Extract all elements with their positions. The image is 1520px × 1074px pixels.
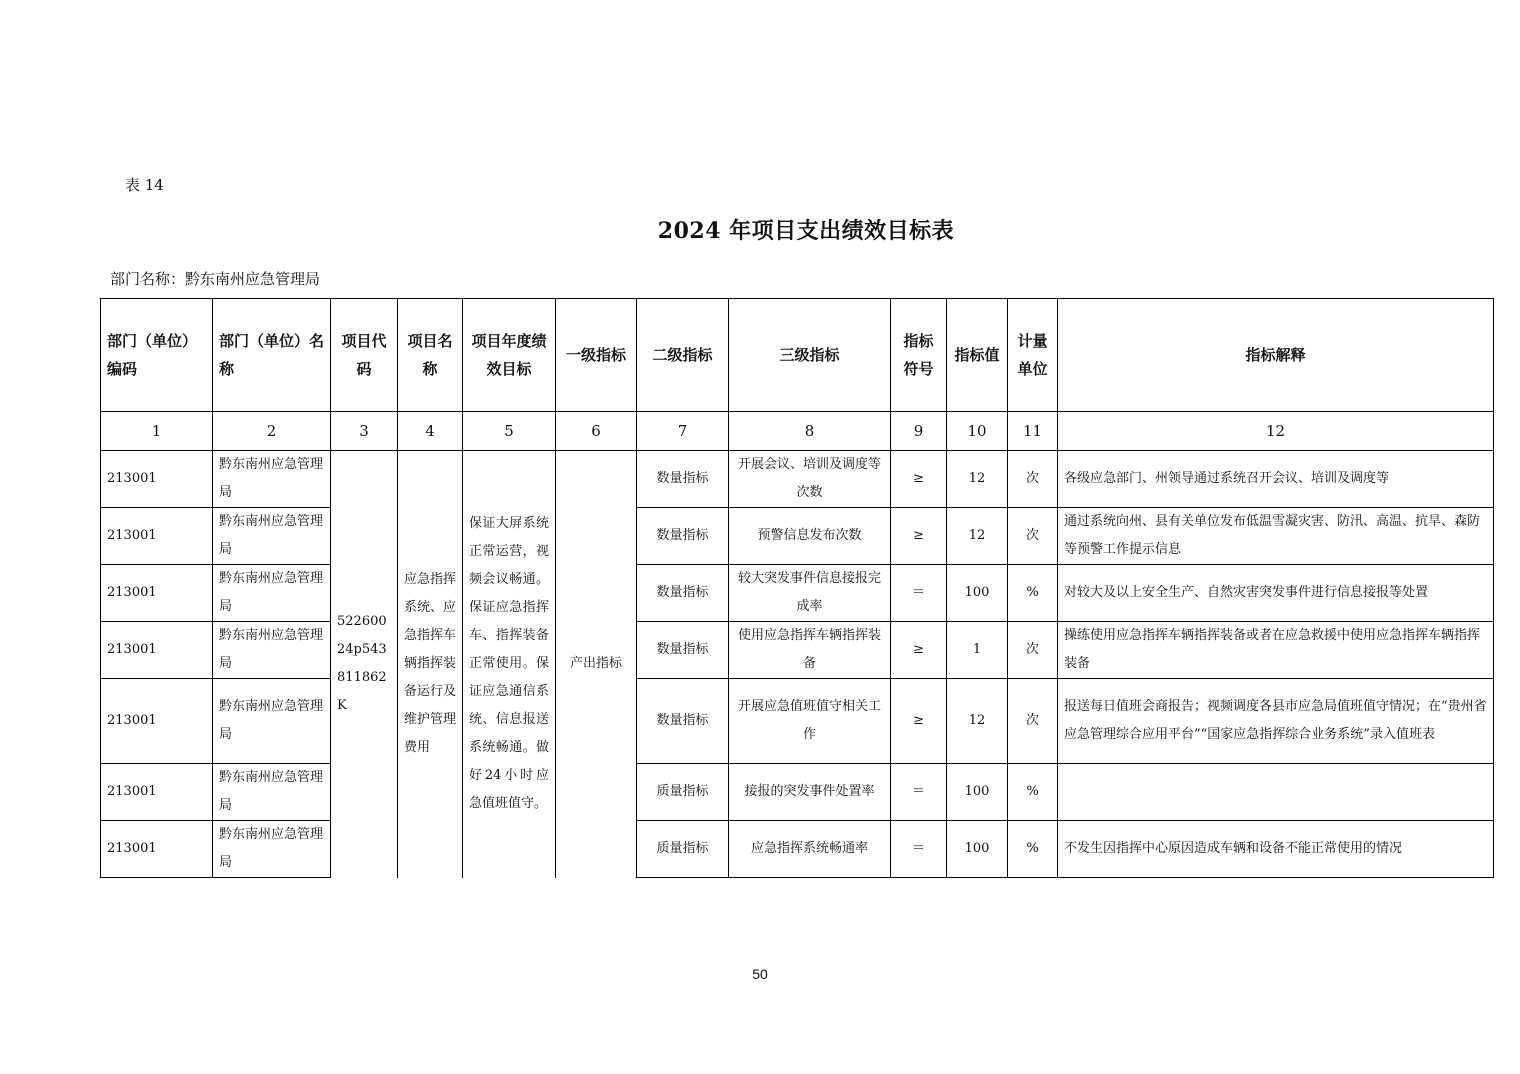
unit-cell: % xyxy=(1008,821,1058,878)
column-number: 4 xyxy=(398,412,463,451)
indicator-value-cell: 12 xyxy=(947,451,1008,508)
level3-indicator-cell: 使用应急指挥车辆指挥装备 xyxy=(729,622,891,679)
dept-name-cell: 黔东南州应急管理局 xyxy=(213,565,331,622)
unit-cell: 次 xyxy=(1008,508,1058,565)
level2-indicator-cell: 质量指标 xyxy=(637,764,729,821)
table-row xyxy=(101,508,1494,565)
explanation-cell: 各级应急部门、州领导通过系统召开会议、培训及调度等 xyxy=(1058,451,1494,508)
dept-name-cell: 黔东南州应急管理局 xyxy=(213,764,331,821)
column-header: 一级指标 xyxy=(556,299,637,412)
column-number: 5 xyxy=(463,412,556,451)
dept-code-cell: 213001 xyxy=(101,451,213,508)
explanation-cell: 报送每日值班会商报告；视频调度各县市应急局值班值守情况；在“贵州省应急管理综合应用平台”“国家应急指挥综合业务系统”录入值班表 xyxy=(1058,679,1494,764)
table-row xyxy=(101,622,1494,679)
column-number: 8 xyxy=(729,412,891,451)
level1-indicator-cell: 产出指标 xyxy=(556,451,637,878)
indicator-symbol-cell: ≥ xyxy=(891,508,947,565)
level3-indicator-cell: 预警信息发布次数 xyxy=(729,508,891,565)
project-name-cell: 应急指挥系统、应急指挥车辆指挥装备运行及维护管理费用 xyxy=(398,451,463,878)
level2-indicator-cell: 数量指标 xyxy=(637,565,729,622)
level2-indicator-cell: 数量指标 xyxy=(637,622,729,679)
level3-indicator-cell: 开展应急值班值守相关工作 xyxy=(729,679,891,764)
column-header: 项目代码 xyxy=(331,299,398,412)
dept-code-cell: 213001 xyxy=(101,679,213,764)
level3-indicator-cell: 较大突发事件信息接报完成率 xyxy=(729,565,891,622)
dept-name-cell: 黔东南州应急管理局 xyxy=(213,451,331,508)
explanation-cell xyxy=(1058,764,1494,821)
column-number: 3 xyxy=(331,412,398,451)
page-title: 2024 年项目支出绩效目标表 xyxy=(657,218,955,244)
level2-indicator-cell: 质量指标 xyxy=(637,821,729,878)
column-number: 10 xyxy=(947,412,1008,451)
column-number: 12 xyxy=(1058,412,1494,451)
column-header: 部门（单位）名称 xyxy=(213,299,331,412)
explanation-cell: 不发生因指挥中心原因造成车辆和设备不能正常使用的情况 xyxy=(1058,821,1494,878)
column-number: 2 xyxy=(213,412,331,451)
level2-indicator-cell: 数量指标 xyxy=(637,679,729,764)
column-number: 1 xyxy=(101,412,213,451)
indicator-value-cell: 12 xyxy=(947,679,1008,764)
table-row xyxy=(101,679,1494,764)
unit-cell: % xyxy=(1008,565,1058,622)
dept-code-cell: 213001 xyxy=(101,622,213,679)
column-header: 指标符号 xyxy=(891,299,947,412)
performance-table xyxy=(100,298,1494,878)
indicator-symbol-cell: ＝ xyxy=(891,764,947,821)
indicator-symbol-cell: ＝ xyxy=(891,821,947,878)
dept-name-cell: 黔东南州应急管理局 xyxy=(213,821,331,878)
table-row xyxy=(101,764,1494,821)
column-header: 项目名称 xyxy=(398,299,463,412)
indicator-value-cell: 100 xyxy=(947,764,1008,821)
indicator-value-cell: 100 xyxy=(947,821,1008,878)
column-number: 6 xyxy=(556,412,637,451)
unit-cell: 次 xyxy=(1008,679,1058,764)
level2-indicator-cell: 数量指标 xyxy=(637,508,729,565)
project-code-cell: 52260024p543811862K xyxy=(331,451,398,878)
indicator-symbol-cell: ≥ xyxy=(891,679,947,764)
dept-name-cell: 黔东南州应急管理局 xyxy=(213,622,331,679)
table-label: 表 14 xyxy=(125,176,164,194)
column-number: 7 xyxy=(637,412,729,451)
unit-cell: 次 xyxy=(1008,622,1058,679)
level3-indicator-cell: 应急指挥系统畅通率 xyxy=(729,821,891,878)
table-row xyxy=(101,821,1494,878)
table-row xyxy=(101,451,1494,508)
dept-code-cell: 213001 xyxy=(101,565,213,622)
indicator-value-cell: 1 xyxy=(947,622,1008,679)
column-number: 11 xyxy=(1008,412,1058,451)
unit-cell: 次 xyxy=(1008,451,1058,508)
column-header: 三级指标 xyxy=(729,299,891,412)
column-header: 计量单位 xyxy=(1008,299,1058,412)
column-number: 9 xyxy=(891,412,947,451)
indicator-symbol-cell: ≥ xyxy=(891,451,947,508)
dept-code-cell: 213001 xyxy=(101,821,213,878)
indicator-symbol-cell: ≥ xyxy=(891,622,947,679)
table-row xyxy=(101,565,1494,622)
dept-code-cell: 213001 xyxy=(101,508,213,565)
unit-cell: % xyxy=(1008,764,1058,821)
explanation-cell: 操练使用应急指挥车辆指挥装备或者在应急救援中使用应急指挥车辆指挥装备 xyxy=(1058,622,1494,679)
department-name: 部门名称：黔东南州应急管理局 xyxy=(110,270,321,288)
column-number-row xyxy=(101,412,1494,451)
column-header: 部门（单位）编码 xyxy=(101,299,213,412)
level3-indicator-cell: 开展会议、培训及调度等次数 xyxy=(729,451,891,508)
indicator-value-cell: 12 xyxy=(947,508,1008,565)
column-header: 二级指标 xyxy=(637,299,729,412)
column-header: 指标值 xyxy=(947,299,1008,412)
annual-goal-cell: 保证大屏系统正常运营，视频会议畅通。保证应急指挥车、指挥装备正常使用。保证应急通信系统、信息报送系统畅通。做好24小时应急值班值守。 xyxy=(463,451,556,878)
dept-name-cell: 黔东南州应急管理局 xyxy=(213,508,331,565)
level3-indicator-cell: 接报的突发事件处置率 xyxy=(729,764,891,821)
dept-code-cell: 213001 xyxy=(101,764,213,821)
column-header: 指标解释 xyxy=(1058,299,1494,412)
indicator-value-cell: 100 xyxy=(947,565,1008,622)
header-row xyxy=(101,299,1494,412)
level2-indicator-cell: 数量指标 xyxy=(637,451,729,508)
column-header: 项目年度绩效目标 xyxy=(463,299,556,412)
indicator-symbol-cell: ＝ xyxy=(891,565,947,622)
page-number: 50 xyxy=(752,966,768,982)
explanation-cell: 对较大及以上安全生产、自然灾害突发事件进行信息接报等处置 xyxy=(1058,565,1494,622)
explanation-cell: 通过系统向州、县有关单位发布低温雪凝灾害、防汛、高温、抗旱、森防等预警工作提示信息 xyxy=(1058,508,1494,565)
dept-name-cell: 黔东南州应急管理局 xyxy=(213,679,331,764)
